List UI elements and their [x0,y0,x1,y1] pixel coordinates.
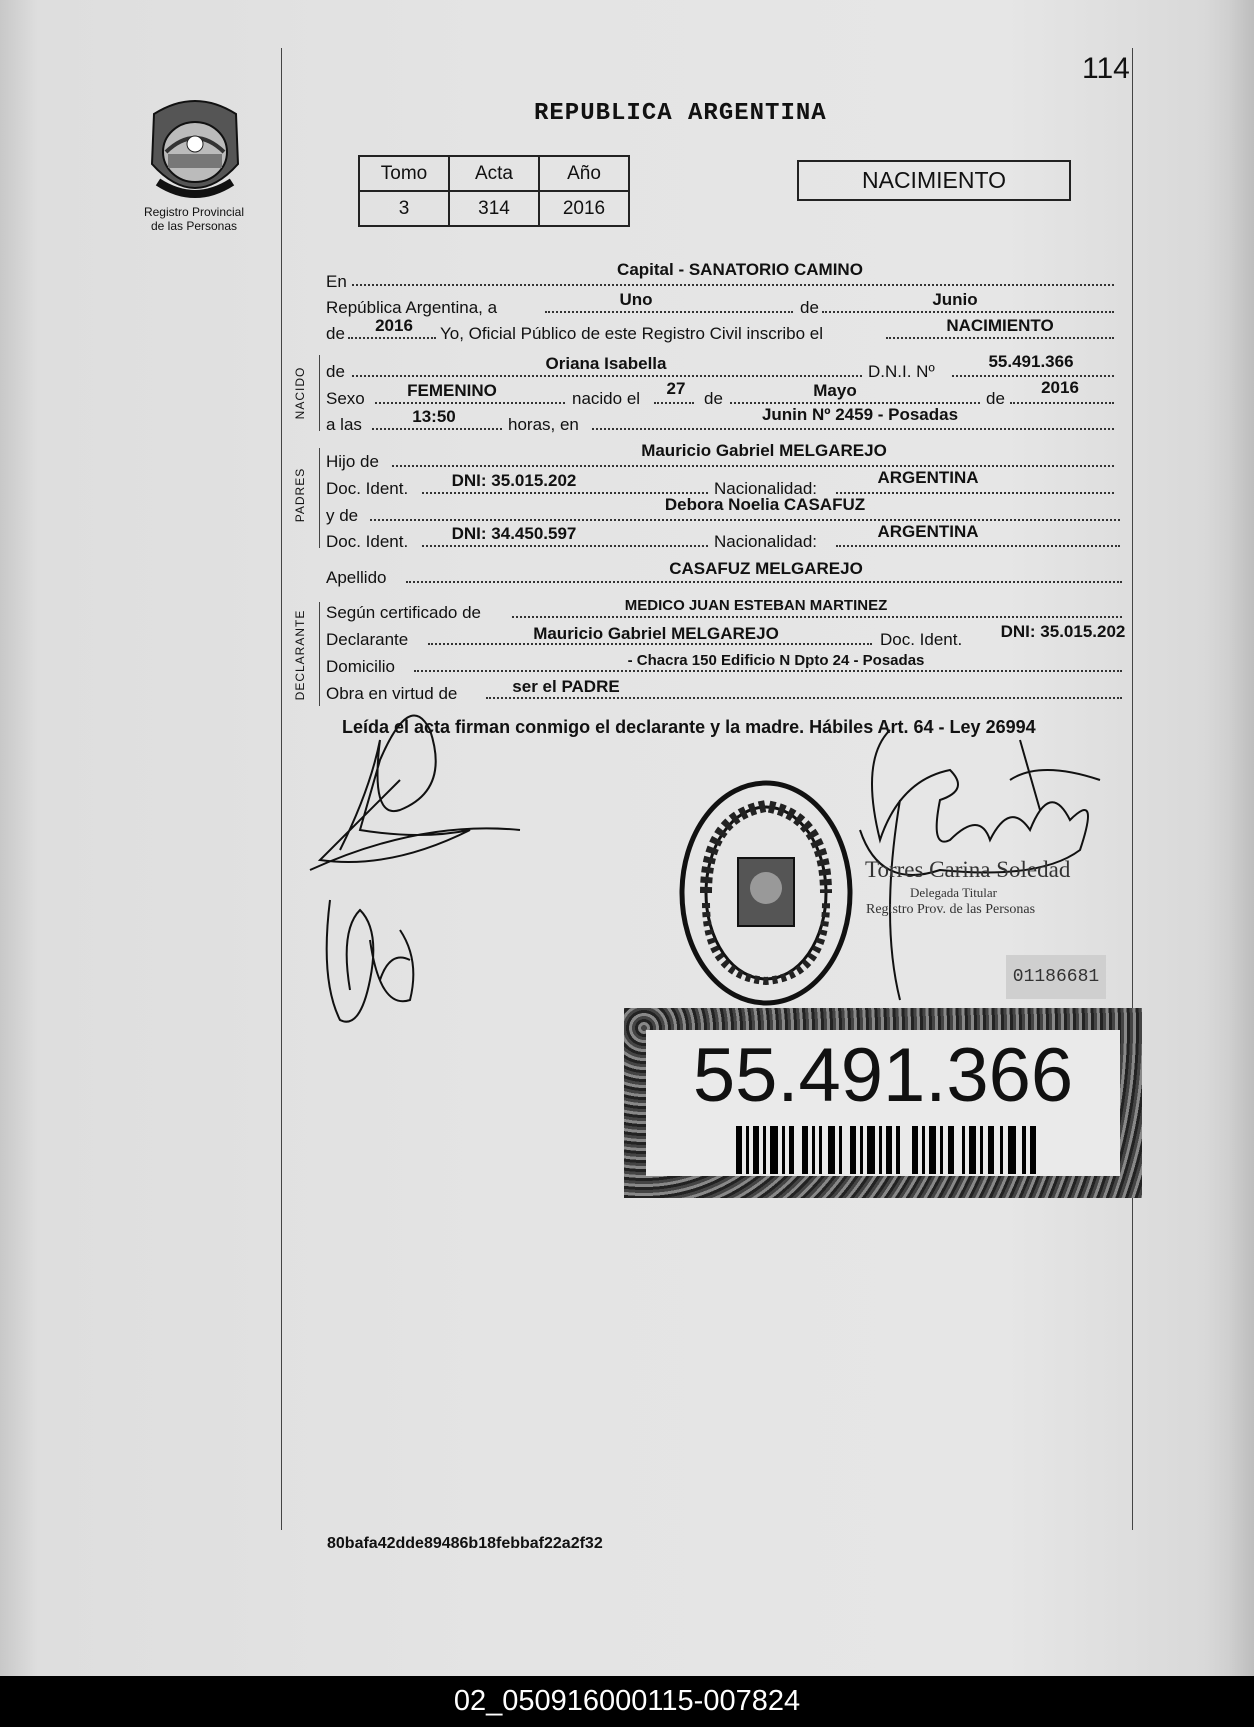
section-bar [319,602,320,706]
declarante-doc-value: DNI: 35.015.202 [1000,622,1126,641]
cert-value: MEDICO JUAN ESTEBAN MARTINEZ [624,597,888,614]
fill-line [545,291,793,313]
father-doc-value: DNI: 35.015.202 [451,471,577,490]
day-value: Uno [619,290,653,309]
de2-label: de [326,324,345,343]
father-nat-label: Nacionalidad: [714,479,818,498]
page-edge [1228,0,1254,1676]
apellido-value: CASAFUZ MELGAREJO [669,559,863,578]
child-name-value: Oriana Isabella [545,354,667,373]
registry-stamp-icon [676,776,856,1010]
value-tomo: 3 [359,191,449,226]
alas-label: a las [326,415,362,434]
officer-title-1: Delegada Titular [910,885,998,900]
section-bar [319,355,320,431]
declarante-section-label: DECLARANTE [293,609,307,701]
registry-label-line1: Registro Provincial [143,205,245,219]
republica-label: República Argentina, a [326,298,498,317]
act-type-value: NACIMIENTO [946,316,1054,335]
mother-nat-value: ARGENTINA [877,522,979,541]
declarante-label: Declarante [326,630,409,649]
document-hash: 80bafa42dde89486b18febbaf22a2f32 [327,1535,603,1552]
mother-doc-label: Doc. Ident. [326,532,409,551]
month-value: Junio [932,290,978,309]
father-nat-value: ARGENTINA [877,468,979,487]
barcode-icon [736,1126,1036,1174]
dni-label: D.N.I. Nº [868,362,935,381]
left-margin-line [281,48,282,1530]
cert-label: Según certificado de [326,603,481,622]
footer-code: 02_050916000115-007824 [0,1676,1254,1727]
mother-doc-value: DNI: 34.450.597 [451,524,577,543]
padres-section-label: PADRES [293,467,307,523]
father-doc-label: Doc. Ident. [326,479,409,498]
nacido-de-label: de [326,362,345,381]
value-ano: 2016 [539,191,629,226]
y-de-label: y de [326,506,359,525]
header-tomo: Tomo [359,156,449,191]
sticker-label [646,1030,1120,1176]
record-header-row [359,156,629,191]
horas-label: horas, en [508,415,579,434]
domicilio-label: Domicilio [326,657,395,676]
de-label: de [704,389,723,408]
oficial-text: Yo, Oficial Público de este Registro Civil inscribo el [440,324,823,343]
apellido-label: Apellido [326,568,387,587]
declarante-value: Mauricio Gabriel MELGAREJO [533,624,779,643]
obra-value: ser el PADRE [512,677,620,696]
nacido-section-label: NACIDO [293,366,307,420]
document-title: REPUBLICA ARGENTINA [534,100,827,127]
page-number: 114 [1082,52,1130,85]
birth-month-value: Mayo [813,381,857,400]
birth-time-value: 13:50 [412,407,456,426]
birth-place-value: Junin Nº 2459 - Posadas [761,405,959,424]
officer-title-2: Registro Prov. de las Personas [866,902,1036,917]
misiones-seal-icon [146,94,244,206]
nacido-el-label: nacido el [572,389,641,408]
place-value: Capital - SANATORIO CAMINO [617,260,863,279]
de-label: de [800,298,819,317]
birth-day-value: 27 [666,379,686,398]
mother-name-value: Debora Noelia CASAFUZ [664,495,866,514]
value-acta: 314 [449,191,539,226]
right-margin-line [1132,48,1133,1530]
year-value: 2016 [375,316,413,335]
de-label: de [986,389,1005,408]
record-value-row [359,191,629,226]
sexo-label: Sexo [326,389,365,408]
officer-name: Torres Carina Soledad [865,857,1071,882]
declarante-doc-label: Doc. Ident. [880,630,963,649]
dni-sticker [624,1008,1142,1198]
domicilio-value: - Chacra 150 Edificio N Dpto 24 - Posadas [627,652,925,669]
child-dni-value: 55.491.366 [988,352,1074,371]
en-label: En [326,272,347,291]
section-bar [319,448,320,548]
record-kind-box: NACIMIENTO [797,160,1071,201]
sexo-value: FEMENINO [407,381,497,400]
father-name-value: Mauricio Gabriel MELGAREJO [641,441,887,460]
closing-statement: Leída el acta firman conmigo el declarante y la madre. Hábiles Art. 64 - Ley 26994 [342,717,1036,737]
mother-signature-icon [300,700,540,1040]
registry-label [124,205,264,233]
record-table [358,155,630,227]
sticker-number: 55.491.366 [692,1033,1074,1118]
serial-number: 01186681 [1006,955,1106,999]
hijo-de-label: Hijo de [326,452,379,471]
header-ano: Año [539,156,629,191]
registry-label-line2: de las Personas [150,219,238,233]
mother-nat-label: Nacionalidad: [714,532,818,551]
obra-label: Obra en virtud de [326,684,458,703]
birth-year-value: 2016 [1041,378,1079,397]
header-acta: Acta [449,156,539,191]
